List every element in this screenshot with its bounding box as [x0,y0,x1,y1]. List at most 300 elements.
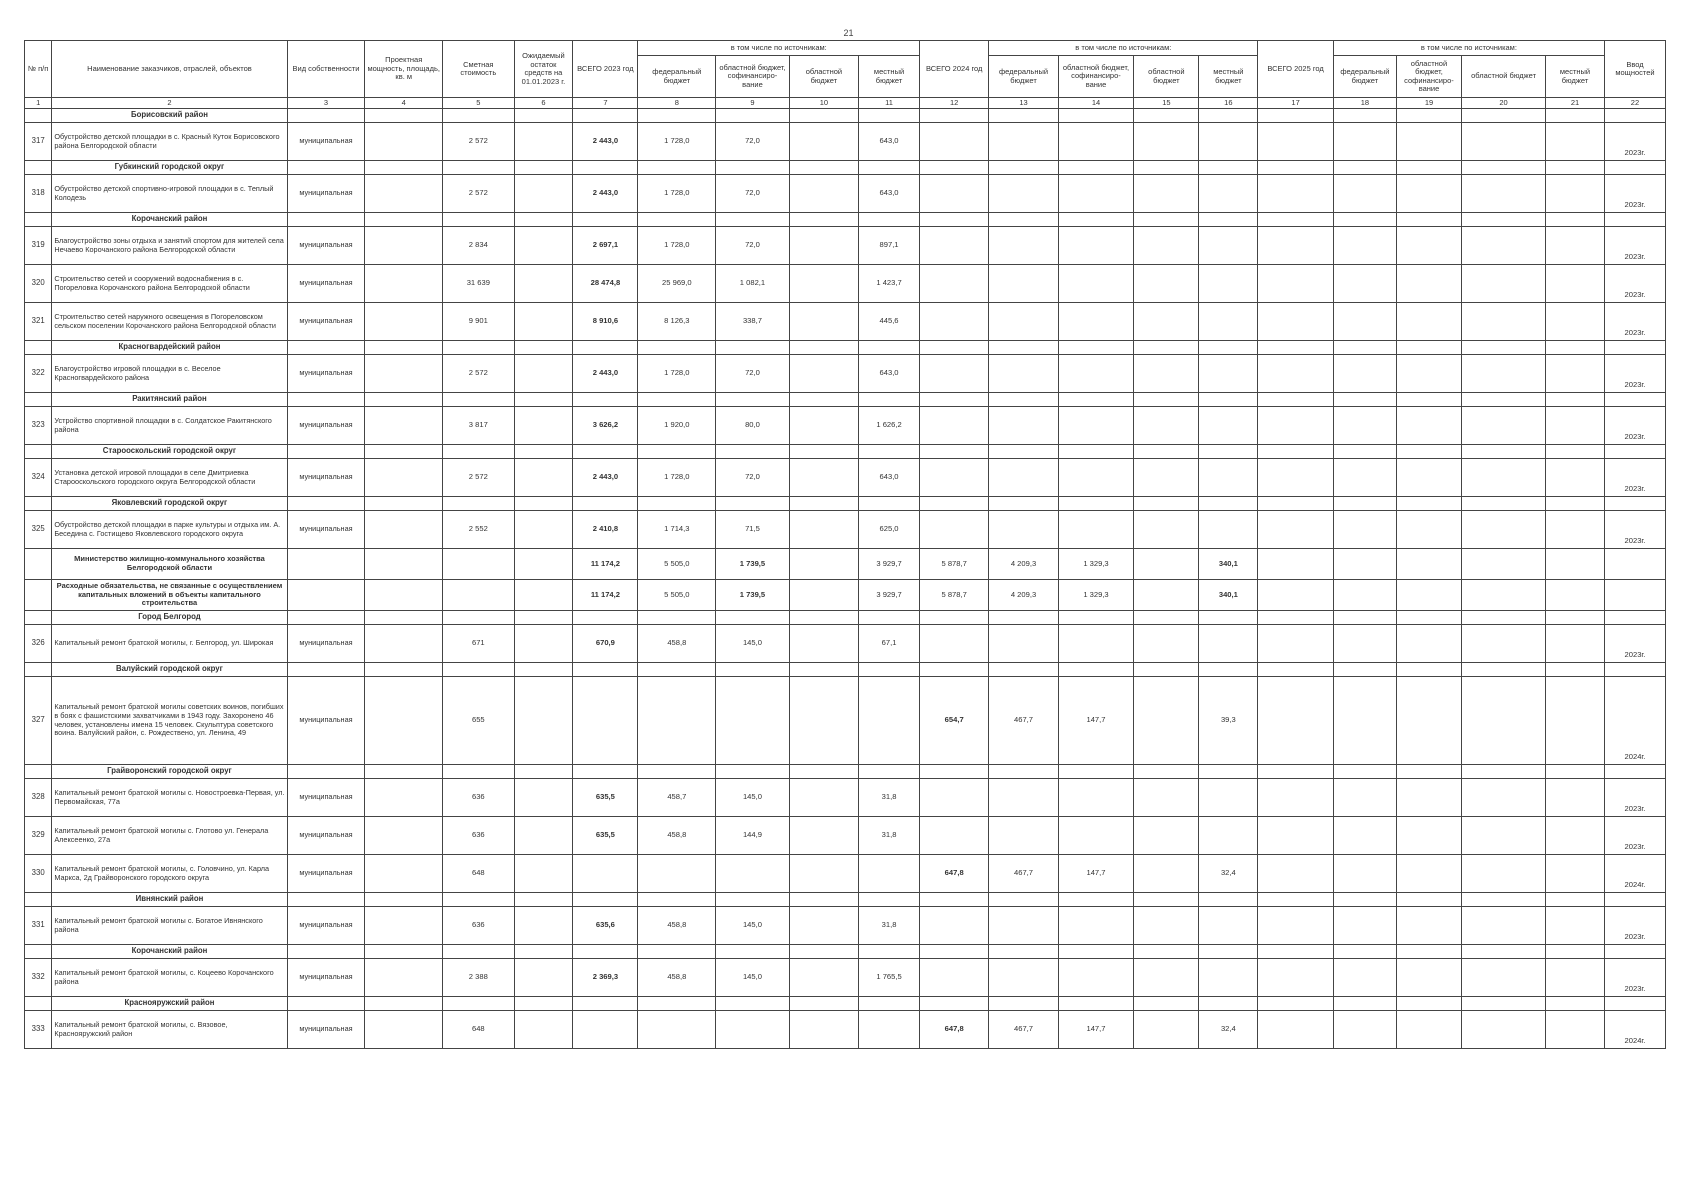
column-number: 2 [52,98,287,109]
empty-cell [1199,997,1258,1011]
estimated-cost: 9 901 [443,303,514,341]
empty-cell [1258,341,1334,355]
regional-2024 [1134,907,1199,945]
local-2024 [1199,511,1258,549]
empty-cell [1546,625,1605,663]
estimated-cost: 636 [443,817,514,855]
row-number: 323 [25,407,52,445]
regional-2024 [1134,549,1199,580]
empty-cell [1258,459,1334,497]
empty-cell [1396,265,1461,303]
empty-cell [1333,945,1396,959]
regional-2024 [1134,407,1199,445]
empty-cell [1058,765,1134,779]
empty-cell [789,341,858,355]
empty-cell [1333,123,1396,161]
column-number: 11 [859,98,920,109]
estimated-cost: 671 [443,625,514,663]
empty-cell [1546,175,1605,213]
empty-cell [1258,265,1334,303]
row-number: 327 [25,677,52,765]
regional-2024 [1134,227,1199,265]
empty-cell [1258,855,1334,893]
section-name: Ивнянский район [52,893,287,907]
row-number: 329 [25,817,52,855]
empty-cell [789,497,858,511]
empty-cell [1199,663,1258,677]
capacity [365,459,443,497]
regional-cofin-2024 [1058,227,1134,265]
empty-cell [1134,663,1199,677]
empty-cell [1604,765,1665,779]
federal-2024: 4 209,3 [989,549,1058,580]
capacity [365,855,443,893]
local-2023: 31,8 [859,907,920,945]
total-2024: 5 878,7 [920,580,989,611]
empty-cell [1058,945,1134,959]
expected-balance [514,407,573,445]
empty-cell [1396,445,1461,459]
header-local-2025: местный бюджет [1546,56,1605,98]
section-name: Борисовский район [52,109,287,123]
total-2023: 2 369,3 [573,959,638,997]
object-name: Благоустройство зоны отдыха и занятий спортом для жителей села Нечаево Корочанского района Белгородской области [52,227,287,265]
empty-cell [989,945,1058,959]
empty-cell [287,663,365,677]
column-number: 20 [1462,98,1546,109]
regional-cofin-2023: 1 082,1 [716,265,790,303]
empty-cell [1058,997,1134,1011]
commissioning-year: 2023г. [1604,227,1665,265]
empty-cell [859,393,920,407]
commissioning-year: 2023г. [1604,303,1665,341]
federal-2023: 1 728,0 [638,123,716,161]
column-number: 12 [920,98,989,109]
num-cell [25,945,52,959]
commissioning-year: 2023г. [1604,959,1665,997]
regional-2023 [789,817,858,855]
empty-cell [443,893,514,907]
ownership: муниципальная [287,1011,365,1049]
empty-cell [638,997,716,1011]
capacity [365,677,443,765]
expected-balance [514,959,573,997]
local-2024 [1199,227,1258,265]
empty-cell [1134,997,1199,1011]
empty-cell [1462,663,1546,677]
ownership: муниципальная [287,855,365,893]
capacity [365,175,443,213]
empty-cell [514,893,573,907]
federal-2024 [989,959,1058,997]
expected-balance [514,907,573,945]
empty-cell [443,497,514,511]
empty-cell [920,765,989,779]
capacity [365,959,443,997]
empty-cell [716,611,790,625]
empty-cell [989,497,1058,511]
empty-cell [287,997,365,1011]
local-2024: 340,1 [1199,580,1258,611]
empty-cell [1333,779,1396,817]
empty-cell [1462,677,1546,765]
empty-cell [1462,549,1546,580]
header-regional-cofin-2024: областной бюджет, софинансиро- вание [1058,56,1134,98]
expected-balance [514,779,573,817]
empty-cell [1546,227,1605,265]
regional-cofin-2023: 145,0 [716,779,790,817]
empty-cell [920,341,989,355]
local-2024: 340,1 [1199,549,1258,580]
num-cell [25,497,52,511]
empty-cell [1258,907,1334,945]
empty-cell [1134,109,1199,123]
ownership: муниципальная [287,511,365,549]
expected-balance [514,459,573,497]
regional-cofin-2024 [1058,175,1134,213]
empty-cell [638,393,716,407]
empty-cell [1396,459,1461,497]
regional-2023 [789,959,858,997]
object-name: Капитальный ремонт братской могилы с. Глотово ул. Генерала Алексеенко, 27а [52,817,287,855]
empty-cell [1462,893,1546,907]
empty-cell [1333,1011,1396,1049]
object-name: Обустройство детской площадки в с. Красный Куток Борисовского района Белгородской области [52,123,287,161]
empty-cell [1258,677,1334,765]
expected-balance [514,677,573,765]
empty-cell [920,393,989,407]
capacity [365,303,443,341]
empty-cell [1058,161,1134,175]
section-row [25,997,1666,1011]
empty-cell [1396,893,1461,907]
table-row [25,123,1666,161]
summary-row [25,580,1666,611]
empty-cell [1199,393,1258,407]
empty-cell [1396,497,1461,511]
regional-cofin-2024 [1058,303,1134,341]
total-2024 [920,303,989,341]
empty-cell [716,497,790,511]
local-2023: 31,8 [859,817,920,855]
expected-balance [514,855,573,893]
commissioning-year: 2023г. [1604,511,1665,549]
empty-cell [1462,625,1546,663]
empty-cell [1604,893,1665,907]
regional-2024 [1134,625,1199,663]
num-cell [25,663,52,677]
empty-cell [1462,459,1546,497]
empty-cell [1199,161,1258,175]
local-2023: 643,0 [859,355,920,393]
empty-cell [716,213,790,227]
empty-cell [789,765,858,779]
empty-cell [1546,407,1605,445]
header-federal-2024: федеральный бюджет [989,56,1058,98]
empty-cell [638,213,716,227]
empty-cell [1258,765,1334,779]
empty-cell [1058,213,1134,227]
empty-cell [573,997,638,1011]
empty-cell [638,161,716,175]
estimated-cost: 2 572 [443,459,514,497]
total-2023: 635,5 [573,817,638,855]
empty-cell [1396,959,1461,997]
table-row [25,677,1666,765]
local-2024 [1199,779,1258,817]
capacity [365,779,443,817]
empty-cell [573,497,638,511]
empty-cell [365,445,443,459]
empty-cell [1058,611,1134,625]
regional-2024 [1134,959,1199,997]
empty-cell [1258,497,1334,511]
empty-cell [859,497,920,511]
empty-cell [514,549,573,580]
num-cell [25,341,52,355]
empty-cell [1333,580,1396,611]
regional-2024 [1134,303,1199,341]
empty-cell [1258,817,1334,855]
section-name: Корочанский район [52,945,287,959]
empty-cell [1462,580,1546,611]
total-2023: 2 443,0 [573,175,638,213]
row-number: 320 [25,265,52,303]
table-row [25,227,1666,265]
empty-cell [1462,303,1546,341]
empty-cell [1058,341,1134,355]
empty-cell [573,393,638,407]
empty-cell [638,611,716,625]
summary-name: Расходные обязательства, не связанные с осуществлением капитальных вложений в объекты капитального строительства [52,580,287,611]
expected-balance [514,303,573,341]
empty-cell [365,580,443,611]
total-2024: 654,7 [920,677,989,765]
total-2023: 11 174,2 [573,580,638,611]
section-row [25,663,1666,677]
empty-cell [1333,663,1396,677]
row-number: 333 [25,1011,52,1049]
empty-cell [1199,341,1258,355]
estimated-cost: 648 [443,855,514,893]
empty-cell [1396,161,1461,175]
total-2024: 647,8 [920,855,989,893]
empty-cell [1258,445,1334,459]
object-name: Капитальный ремонт братской могилы советских воинов, погибших в боях с фашистскими захватчиками в 1943 году. Захоронено 46 человек, установлены имена 15 человек. Скульптура советского воина. Валуйский район, с. Рождествено, ул. Ленина, 49 [52,677,287,765]
total-2023 [573,855,638,893]
regional-cofin-2024 [1058,511,1134,549]
empty-cell [1396,109,1461,123]
section-name: Яковлевский городской округ [52,497,287,511]
empty-cell [1333,161,1396,175]
empty-cell [989,997,1058,1011]
empty-cell [1258,213,1334,227]
section-name: Валуйский городской округ [52,663,287,677]
empty-cell [365,341,443,355]
column-number: 1 [25,98,52,109]
federal-2024 [989,123,1058,161]
section-name: Краснояружский район [52,997,287,1011]
regional-2024 [1134,175,1199,213]
capacity [365,817,443,855]
empty-cell [1546,1011,1605,1049]
table-row [25,459,1666,497]
header-regional-cofin-2025: областной бюджет, софинансиро- вание [1396,56,1461,98]
object-name: Капитальный ремонт братской могилы с. Новостроевка-Первая, ул. Первомайская, 77а [52,779,287,817]
empty-cell [1333,445,1396,459]
empty-cell [573,893,638,907]
empty-cell [365,893,443,907]
empty-cell [1604,393,1665,407]
capacity [365,1011,443,1049]
empty-cell [859,765,920,779]
column-number: 14 [1058,98,1134,109]
num-cell [25,997,52,1011]
empty-cell [573,445,638,459]
estimated-cost: 648 [443,1011,514,1049]
section-name: Красногвардейский район [52,341,287,355]
empty-cell [1396,227,1461,265]
local-2023: 67,1 [859,625,920,663]
total-2024 [920,511,989,549]
column-number: 16 [1199,98,1258,109]
total-2023: 8 910,6 [573,303,638,341]
ownership: муниципальная [287,303,365,341]
empty-cell [573,213,638,227]
empty-cell [1258,663,1334,677]
table-row [25,625,1666,663]
column-number: 15 [1134,98,1199,109]
row-number: 330 [25,855,52,893]
empty-cell [573,341,638,355]
empty-cell [1546,779,1605,817]
empty-cell [920,109,989,123]
federal-2024: 467,7 [989,677,1058,765]
federal-2023 [638,1011,716,1049]
empty-cell [1134,341,1199,355]
column-number: 19 [1396,98,1461,109]
empty-cell [1546,855,1605,893]
regional-cofin-2024: 1 329,3 [1058,549,1134,580]
empty-cell [989,663,1058,677]
empty-cell [859,893,920,907]
local-2024 [1199,355,1258,393]
empty-cell [573,765,638,779]
object-name: Капитальный ремонт братской могилы, с. Вязовое, Краснояружский район [52,1011,287,1049]
total-2023: 670,9 [573,625,638,663]
empty-cell [1333,355,1396,393]
local-2024 [1199,303,1258,341]
regional-2024 [1134,265,1199,303]
federal-2024 [989,355,1058,393]
capacity [365,355,443,393]
empty-cell [1134,893,1199,907]
regional-cofin-2023 [716,855,790,893]
empty-cell [716,765,790,779]
empty-cell [1333,511,1396,549]
empty-cell [1546,511,1605,549]
empty-cell [1333,549,1396,580]
empty-cell [365,765,443,779]
table-row [25,817,1666,855]
estimated-cost: 2 834 [443,227,514,265]
local-2023: 1 626,2 [859,407,920,445]
num-cell [25,445,52,459]
total-2024 [920,779,989,817]
empty-cell [365,497,443,511]
empty-cell [789,945,858,959]
empty-cell [514,497,573,511]
empty-cell [365,109,443,123]
empty-cell [1462,997,1546,1011]
expected-balance [514,123,573,161]
empty-cell [1462,1011,1546,1049]
row-number: 328 [25,779,52,817]
empty-cell [638,945,716,959]
empty-cell [1333,459,1396,497]
empty-cell [789,213,858,227]
section-row [25,945,1666,959]
object-name: Строительство сетей наружного освещения в Погореловском сельском поселении Корочанского района Белгородской области [52,303,287,341]
regional-2023 [789,779,858,817]
empty-cell [1462,341,1546,355]
empty-cell [1396,393,1461,407]
summary-row [25,549,1666,580]
header-sources-2023: в том числе по источникам: [638,41,920,56]
local-2023: 3 929,7 [859,549,920,580]
empty-cell [1462,355,1546,393]
expected-balance [514,227,573,265]
empty-cell [443,945,514,959]
empty-cell [1462,109,1546,123]
empty-cell [789,663,858,677]
empty-cell [1462,855,1546,893]
regional-2023 [789,227,858,265]
empty-cell [1058,109,1134,123]
empty-cell [1462,123,1546,161]
regional-2024 [1134,855,1199,893]
regional-2024 [1134,817,1199,855]
federal-2023: 458,8 [638,959,716,997]
object-name: Обустройство детской спортивно-игровой площадки в с. Теплый Колодезь [52,175,287,213]
empty-cell [1258,393,1334,407]
regional-cofin-2024 [1058,355,1134,393]
empty-cell [287,765,365,779]
empty-cell [716,997,790,1011]
object-name: Капитальный ремонт братской могилы, с. Головчино, ул. Карла Маркса, 2д Грайворонского городского округа [52,855,287,893]
header-ownership: Вид собственности [287,41,365,98]
total-2023 [573,677,638,765]
empty-cell [1462,511,1546,549]
federal-2024 [989,407,1058,445]
federal-2024 [989,175,1058,213]
empty-cell [789,893,858,907]
regional-cofin-2024 [1058,959,1134,997]
regional-2023 [789,123,858,161]
column-number: 8 [638,98,716,109]
commissioning-year: 2023г. [1604,123,1665,161]
total-2023: 2 443,0 [573,123,638,161]
empty-cell [1546,549,1605,580]
ownership: муниципальная [287,407,365,445]
section-row [25,611,1666,625]
empty-cell [1396,580,1461,611]
section-name: Корочанский район [52,213,287,227]
regional-2023 [789,511,858,549]
row-number: 324 [25,459,52,497]
federal-2023: 458,8 [638,907,716,945]
expected-balance [514,511,573,549]
